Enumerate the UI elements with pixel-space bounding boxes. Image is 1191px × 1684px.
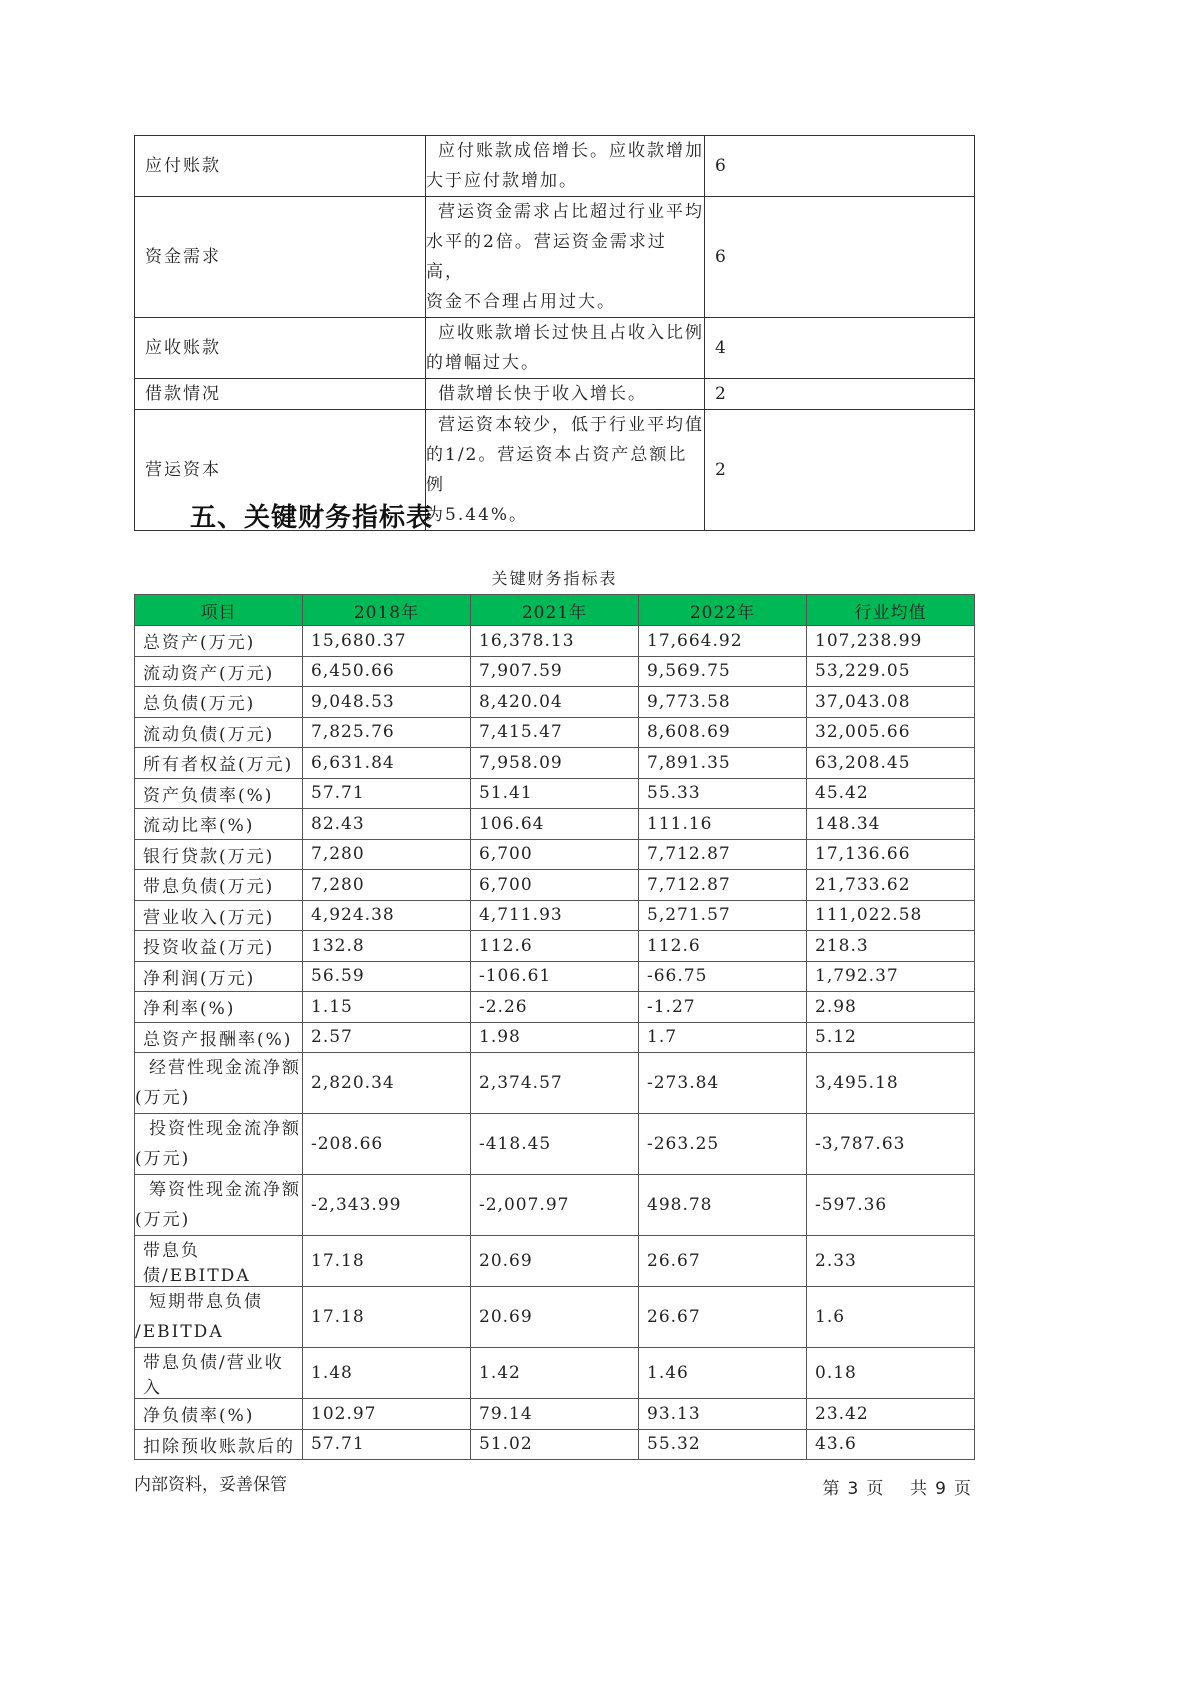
value-industry-avg: 5.12 bbox=[807, 1022, 975, 1053]
risk-description-line: 营运资金需求占比超过行业平均 bbox=[438, 202, 704, 222]
risk-score: 6 bbox=[705, 197, 975, 318]
value-2022: 17,664.92 bbox=[639, 626, 807, 657]
value-2018: -2,343.99 bbox=[303, 1175, 471, 1236]
value-industry-avg: 0.18 bbox=[807, 1348, 975, 1399]
risk-description-line: 应收账款增长过快且占收入比例 bbox=[438, 323, 704, 343]
row-label-line2: (万元) bbox=[135, 1149, 191, 1169]
risk-score: 4 bbox=[705, 318, 975, 379]
value-2022: -1.27 bbox=[639, 992, 807, 1023]
row-label: 所有者权益(万元) bbox=[135, 748, 303, 779]
value-2022: 7,712.87 bbox=[639, 870, 807, 901]
value-industry-avg: 1.6 bbox=[807, 1287, 975, 1348]
value-2022: 26.67 bbox=[639, 1236, 807, 1287]
risk-item: 营运资本 bbox=[135, 410, 426, 531]
value-industry-avg: 2.98 bbox=[807, 992, 975, 1023]
risk-description-line: 的增幅过大。 bbox=[426, 353, 540, 373]
value-2022: 55.32 bbox=[639, 1429, 807, 1460]
value-industry-avg: 63,208.45 bbox=[807, 748, 975, 779]
value-industry-avg: -597.36 bbox=[807, 1175, 975, 1236]
value-industry-avg: 53,229.05 bbox=[807, 656, 975, 687]
footer-confidential-note: 内部资料，妥善保管 bbox=[134, 1475, 287, 1495]
value-industry-avg: 3,495.18 bbox=[807, 1053, 975, 1114]
row-label: 总资产报酬率(%) bbox=[135, 1022, 303, 1053]
risk-description-line: 应付账款成倍增长。应收款增加 bbox=[438, 141, 704, 161]
row-label: 扣除预收账款后的 bbox=[135, 1429, 303, 1460]
value-2022: 8,608.69 bbox=[639, 717, 807, 748]
value-2022: 7,712.87 bbox=[639, 839, 807, 870]
value-2021: 20.69 bbox=[471, 1287, 639, 1348]
table-row bbox=[135, 1429, 975, 1460]
row-label: 总资产(万元) bbox=[135, 626, 303, 657]
value-2018: 4,924.38 bbox=[303, 900, 471, 931]
value-2021: 51.41 bbox=[471, 778, 639, 809]
risk-description bbox=[426, 136, 705, 197]
table-row bbox=[135, 1175, 975, 1236]
row-label: 银行贷款(万元) bbox=[135, 839, 303, 870]
risk-item: 应付账款 bbox=[135, 136, 426, 197]
row-label bbox=[135, 1175, 303, 1236]
risk-assessment-table bbox=[134, 135, 975, 531]
row-label: 净负债率(%) bbox=[135, 1399, 303, 1430]
value-2022: 112.6 bbox=[639, 931, 807, 962]
risk-description bbox=[426, 410, 705, 531]
table-row bbox=[135, 992, 975, 1023]
value-2021: 79.14 bbox=[471, 1399, 639, 1430]
row-label: 投资收益(万元) bbox=[135, 931, 303, 962]
table-row bbox=[135, 839, 975, 870]
risk-description-line: 水平的2倍。营运资金需求过高， bbox=[426, 232, 667, 282]
value-2022: 7,891.35 bbox=[639, 748, 807, 779]
value-2022: 498.78 bbox=[639, 1175, 807, 1236]
risk-description-line: 的1/2。营运资本占资产总额比例 bbox=[426, 445, 688, 495]
table-row bbox=[135, 870, 975, 901]
row-label: 带息负债/EBITDA bbox=[135, 1236, 303, 1287]
value-industry-avg: 148.34 bbox=[807, 809, 975, 840]
value-2021: 51.02 bbox=[471, 1429, 639, 1460]
value-industry-avg: 1,792.37 bbox=[807, 961, 975, 992]
footer-page-number bbox=[819, 1474, 975, 1499]
row-label: 总负债(万元) bbox=[135, 687, 303, 718]
value-2018: 7,280 bbox=[303, 870, 471, 901]
value-2022: -66.75 bbox=[639, 961, 807, 992]
table-row bbox=[135, 1114, 975, 1175]
risk-item: 应收账款 bbox=[135, 318, 426, 379]
risk-score: 2 bbox=[705, 379, 975, 410]
table-row bbox=[135, 778, 975, 809]
value-industry-avg: 218.3 bbox=[807, 931, 975, 962]
row-label-line1: 短期带息负债 bbox=[149, 1292, 263, 1312]
value-2022: 1.46 bbox=[639, 1348, 807, 1399]
value-2022: 5,271.57 bbox=[639, 900, 807, 931]
row-label: 带息负债/营业收入 bbox=[135, 1348, 303, 1399]
value-2022: 9,773.58 bbox=[639, 687, 807, 718]
risk-description bbox=[426, 197, 705, 318]
risk-item: 借款情况 bbox=[135, 379, 426, 410]
value-industry-avg: 21,733.62 bbox=[807, 870, 975, 901]
key-financial-indicators-table bbox=[134, 594, 975, 1460]
risk-description bbox=[426, 379, 705, 410]
page-suffix: 页 bbox=[866, 1479, 884, 1499]
header-2018: 2018年 bbox=[303, 595, 471, 626]
row-label: 流动负债(万元) bbox=[135, 717, 303, 748]
page-total: 9 bbox=[935, 1479, 946, 1499]
value-2018: 1.48 bbox=[303, 1348, 471, 1399]
value-2018: 102.97 bbox=[303, 1399, 471, 1430]
value-2021: 112.6 bbox=[471, 931, 639, 962]
risk-row bbox=[135, 197, 975, 318]
row-label bbox=[135, 1114, 303, 1175]
table-row bbox=[135, 809, 975, 840]
page-current: 3 bbox=[847, 1479, 859, 1499]
value-2021: 16,378.13 bbox=[471, 626, 639, 657]
value-2018: 6,631.84 bbox=[303, 748, 471, 779]
value-2022: 9,569.75 bbox=[639, 656, 807, 687]
value-2018: 57.71 bbox=[303, 778, 471, 809]
value-2018: 57.71 bbox=[303, 1429, 471, 1460]
value-2021: 20.69 bbox=[471, 1236, 639, 1287]
row-label bbox=[135, 1053, 303, 1114]
value-2018: -208.66 bbox=[303, 1114, 471, 1175]
risk-description-line: 借款增长快于收入增长。 bbox=[438, 384, 647, 404]
value-2021: 4,711.93 bbox=[471, 900, 639, 931]
risk-description-line: 资金不合理占用过大。 bbox=[426, 292, 616, 312]
row-label bbox=[135, 1287, 303, 1348]
value-2021: 7,907.59 bbox=[471, 656, 639, 687]
page-prefix: 第 bbox=[822, 1479, 840, 1499]
value-industry-avg: 23.42 bbox=[807, 1399, 975, 1430]
header-2022: 2022年 bbox=[639, 595, 807, 626]
risk-row bbox=[135, 136, 975, 197]
value-2022: 111.16 bbox=[639, 809, 807, 840]
value-2022: 26.67 bbox=[639, 1287, 807, 1348]
value-industry-avg: 37,043.08 bbox=[807, 687, 975, 718]
value-2021: 2,374.57 bbox=[471, 1053, 639, 1114]
table-row bbox=[135, 626, 975, 657]
risk-item: 资金需求 bbox=[135, 197, 426, 318]
section-heading: 五、关键财务指标表 bbox=[190, 503, 434, 533]
value-2021: 106.64 bbox=[471, 809, 639, 840]
row-label: 流动资产(万元) bbox=[135, 656, 303, 687]
table-row bbox=[135, 1348, 975, 1399]
value-2021: 1.42 bbox=[471, 1348, 639, 1399]
table-row bbox=[135, 687, 975, 718]
value-industry-avg: 45.42 bbox=[807, 778, 975, 809]
table-row bbox=[135, 1399, 975, 1430]
table-row bbox=[135, 1287, 975, 1348]
risk-description-line: 为5.44%。 bbox=[426, 505, 529, 525]
value-2018: 7,280 bbox=[303, 839, 471, 870]
table-row bbox=[135, 656, 975, 687]
table-caption: 关键财务指标表 bbox=[491, 569, 618, 588]
row-label: 净利率(%) bbox=[135, 992, 303, 1023]
value-2022: 55.33 bbox=[639, 778, 807, 809]
value-industry-avg: 2.33 bbox=[807, 1236, 975, 1287]
value-2018: 9,048.53 bbox=[303, 687, 471, 718]
value-2022: -263.25 bbox=[639, 1114, 807, 1175]
value-2022: -273.84 bbox=[639, 1053, 807, 1114]
value-industry-avg: 32,005.66 bbox=[807, 717, 975, 748]
risk-row bbox=[135, 379, 975, 410]
value-2022: 1.7 bbox=[639, 1022, 807, 1053]
risk-description bbox=[426, 318, 705, 379]
risk-row bbox=[135, 318, 975, 379]
header-industry-avg: 行业均值 bbox=[807, 595, 975, 626]
row-label: 资产负债率(%) bbox=[135, 778, 303, 809]
risk-score: 6 bbox=[705, 136, 975, 197]
value-2018: 2,820.34 bbox=[303, 1053, 471, 1114]
value-industry-avg: 107,238.99 bbox=[807, 626, 975, 657]
table-header-row bbox=[135, 595, 975, 626]
value-2018: 82.43 bbox=[303, 809, 471, 840]
value-2018: 17.18 bbox=[303, 1236, 471, 1287]
table-row bbox=[135, 748, 975, 779]
value-2018: 1.15 bbox=[303, 992, 471, 1023]
value-2021: -2.26 bbox=[471, 992, 639, 1023]
value-2018: 132.8 bbox=[303, 931, 471, 962]
value-2021: 8,420.04 bbox=[471, 687, 639, 718]
value-2018: 7,825.76 bbox=[303, 717, 471, 748]
row-label-line1: 经营性现金流净额 bbox=[149, 1058, 301, 1078]
table-row bbox=[135, 1236, 975, 1287]
value-2018: 2.57 bbox=[303, 1022, 471, 1053]
total-suffix: 页 bbox=[954, 1479, 971, 1499]
table-row bbox=[135, 900, 975, 931]
risk-description-line: 大于应付款增加。 bbox=[426, 171, 578, 191]
value-2021: 1.98 bbox=[471, 1022, 639, 1053]
row-label-line2: (万元) bbox=[135, 1088, 191, 1108]
value-2021: 7,415.47 bbox=[471, 717, 639, 748]
row-label-line1: 投资性现金流净额 bbox=[149, 1119, 301, 1139]
risk-description-line: 营运资本较少，低于行业平均值 bbox=[438, 415, 704, 435]
value-industry-avg: 111,022.58 bbox=[807, 900, 975, 931]
table-row bbox=[135, 1022, 975, 1053]
table-row bbox=[135, 961, 975, 992]
total-prefix: 共 bbox=[910, 1479, 928, 1499]
risk-score: 2 bbox=[705, 410, 975, 531]
value-industry-avg: 43.6 bbox=[807, 1429, 975, 1460]
row-label-line1: 筹资性现金流净额 bbox=[149, 1180, 301, 1200]
value-industry-avg: 17,136.66 bbox=[807, 839, 975, 870]
row-label: 净利润(万元) bbox=[135, 961, 303, 992]
value-2018: 15,680.37 bbox=[303, 626, 471, 657]
value-2018: 6,450.66 bbox=[303, 656, 471, 687]
value-industry-avg: -3,787.63 bbox=[807, 1114, 975, 1175]
header-item: 项目 bbox=[135, 595, 303, 626]
value-2021: -418.45 bbox=[471, 1114, 639, 1175]
table-row bbox=[135, 931, 975, 962]
row-label-line2: (万元) bbox=[135, 1210, 191, 1230]
row-label: 带息负债(万元) bbox=[135, 870, 303, 901]
row-label: 营业收入(万元) bbox=[135, 900, 303, 931]
value-2018: 17.18 bbox=[303, 1287, 471, 1348]
row-label-line2: /EBITDA bbox=[135, 1322, 224, 1342]
value-2021: 6,700 bbox=[471, 870, 639, 901]
value-2021: -106.61 bbox=[471, 961, 639, 992]
value-2021: 7,958.09 bbox=[471, 748, 639, 779]
value-2021: -2,007.97 bbox=[471, 1175, 639, 1236]
row-label: 流动比率(%) bbox=[135, 809, 303, 840]
value-2022: 93.13 bbox=[639, 1399, 807, 1430]
table-row bbox=[135, 1053, 975, 1114]
value-2018: 56.59 bbox=[303, 961, 471, 992]
table-row bbox=[135, 717, 975, 748]
header-2021: 2021年 bbox=[471, 595, 639, 626]
value-2021: 6,700 bbox=[471, 839, 639, 870]
